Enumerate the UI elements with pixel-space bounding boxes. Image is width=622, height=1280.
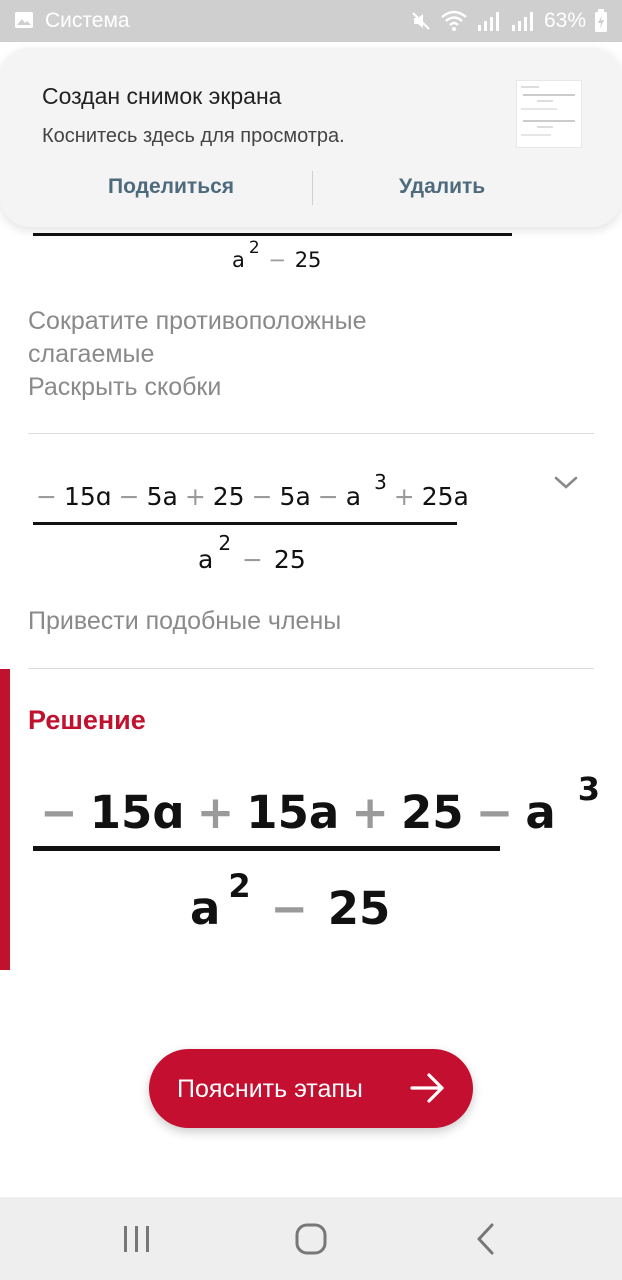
math-operator: − — [251, 482, 273, 511]
back-button[interactable] — [445, 1197, 525, 1280]
solution-accent-bar — [0, 669, 10, 970]
denominator: $a^2 - 25$ — [198, 531, 306, 574]
math-term: a — [525, 786, 556, 839]
solution-numerator — [40, 770, 612, 839]
math-operator: − — [118, 482, 140, 511]
divider — [28, 433, 594, 434]
delete-button[interactable]: Удалить — [399, 175, 486, 198]
battery-icon — [594, 9, 608, 33]
math-operator: + — [351, 786, 389, 839]
math-operator: − — [36, 482, 57, 511]
battery-percent: 63% — [543, 9, 586, 32]
math-operator: + — [393, 482, 415, 511]
home-icon — [294, 1222, 328, 1256]
math-exponent: 3 — [577, 770, 600, 808]
mute-icon — [410, 10, 432, 32]
share-button[interactable]: Поделиться — [108, 175, 235, 198]
explain-steps-button[interactable] — [149, 1049, 473, 1128]
arrow-right-icon — [409, 1071, 447, 1105]
math-operator: − — [40, 786, 78, 839]
image-icon — [14, 11, 34, 29]
math-term: 25a — [421, 482, 469, 511]
divider — [28, 668, 594, 669]
recent-apps-icon — [121, 1224, 153, 1254]
math-operator: + — [196, 786, 235, 839]
screenshot-thumbnail[interactable] — [516, 80, 582, 148]
status-bar — [0, 0, 622, 42]
math-term: 5a — [146, 482, 178, 511]
status-app-label: Система — [45, 9, 130, 32]
fraction-bar — [33, 522, 457, 525]
step-hint: Сократите противоположные слагаемые Раскрыть скобки — [28, 307, 367, 401]
math-operator: − — [317, 482, 339, 511]
solution-denominator: a $^2$ − 25 — [190, 867, 391, 935]
chevron-down-icon[interactable] — [553, 474, 579, 492]
math-term: 15ɑ — [63, 482, 112, 511]
back-icon — [473, 1222, 497, 1256]
signal-icon — [476, 10, 502, 32]
notification-subtitle[interactable]: Коснитесь здесь для просмотра. — [42, 125, 345, 147]
numerator — [36, 470, 476, 511]
math-operator: + — [184, 482, 206, 511]
solution-title: Решение — [28, 705, 146, 735]
math-term: 25 — [212, 482, 245, 511]
solution-fraction-bar — [33, 846, 500, 851]
math-exponent: 3 — [374, 470, 387, 494]
wifi-icon — [440, 10, 468, 32]
math-term: a — [345, 482, 362, 511]
math-operator: − — [475, 786, 514, 839]
home-button[interactable] — [271, 1197, 351, 1280]
thumbnail-preview-icon — [517, 81, 581, 147]
notification-button-divider — [312, 171, 313, 205]
denominator: a $^2$ − 25 — [232, 238, 322, 272]
step-hint: Привести подобные члены — [28, 607, 342, 635]
math-term: 25 — [401, 786, 464, 839]
navigation-bar — [0, 1197, 622, 1280]
signal-icon — [510, 10, 536, 32]
notification-title[interactable]: Создан снимок экрана — [42, 83, 282, 109]
explain-steps-label: Пояснить этапы — [177, 1075, 363, 1103]
fraction-bar — [33, 233, 512, 236]
math-term: 5a — [279, 482, 311, 511]
math-term: 15ɑ — [89, 786, 185, 839]
recent-apps-button[interactable] — [97, 1197, 177, 1280]
math-term: 15a — [246, 786, 340, 839]
